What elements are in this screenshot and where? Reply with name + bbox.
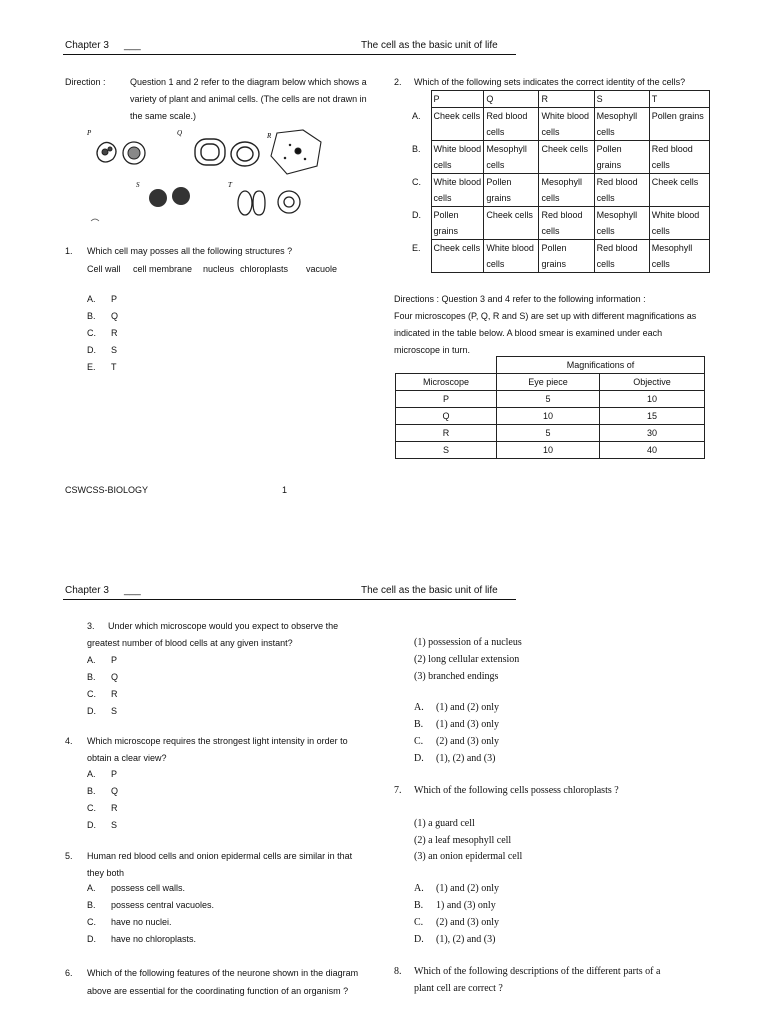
q8-text-1: Which of the following descriptions of the different parts of a [414,966,661,977]
q1-structure-vacuole: vacuole [306,264,338,274]
stray-mark [91,219,99,221]
q4-option-c[interactable]: C. R [87,803,118,813]
q4-number: 4. [65,736,73,746]
page2-header-blank: ___ [124,585,141,596]
q7-option-b[interactable]: B. 1) and (3) only [414,900,496,911]
table-row[interactable]: B. White blood cells Mesophyll cells Cheek cells Pollen grains Red blood cells [410,141,710,174]
q5-option-c[interactable]: C. have no nuclei. [87,917,172,927]
cell-r-cheek [271,130,321,174]
q3-option-d[interactable]: D. S [87,706,118,716]
q6-feature-3: (3) branched endings [414,671,499,682]
footer-school: CSWCSS-BIOLOGY [65,485,149,495]
table-row: Microscope Eye piece Objective [396,374,705,391]
q1-structure-chloroplasts: chloroplasts [240,264,289,274]
page2-header-title: The cell as the basic unit of life [361,585,498,596]
q6-option-d[interactable]: D. (1), (2) and (3) [414,753,496,764]
q6-text-2: above are essential for the coordinating function of an organism ? [87,986,349,996]
q3-text-1: Under which microscope would you expect to observe the [108,621,339,631]
q2-identity-table [410,90,710,273]
q8-text-2: plant cell are correct ? [414,983,503,994]
q6-feature-2: (2) long cellular extension [414,654,520,665]
cell-diagram [85,125,325,230]
q5-number: 5. [65,851,73,861]
directions34-line3: indicated in the table below. A blood smear is examined under each [394,328,663,338]
q5-option-b[interactable]: B. possess central vacuoles. [87,900,215,910]
page2-header-rule [63,599,516,600]
page1-header-chapter: Chapter 3 [65,40,109,51]
q5-text-2: they both [87,868,125,878]
table-row[interactable]: A. Cheek cells Red blood cells White blood cells Mesophyll cells Pollen grains [410,108,710,141]
q1-option-a[interactable]: A. P [87,294,118,304]
q3-text-2: greatest number of blood cells at any given instant? [87,638,293,648]
direction-text-3: the same scale.) [130,111,197,121]
q6-text-1: Which of the following features of the neurone shown in the diagram [87,968,359,978]
q4-text-1: Which microscope requires the strongest light intensity in order to [87,736,348,746]
q7-option-c[interactable]: C. (2) and (3) only [414,917,500,928]
q1-structure-cell-wall: Cell wall [87,264,121,274]
q6-option-b[interactable]: B. (1) and (3) only [414,719,500,730]
q5-option-d[interactable]: D. have no chloroplasts. [87,934,197,944]
q6-feature-1: (1) possession of a nucleus [414,637,522,648]
page1-header-title: The cell as the basic unit of life [361,40,498,51]
q1-text: Which cell may posses all the following structures ? [87,246,293,256]
q1-option-d[interactable]: D. S [87,345,118,355]
footer-page-number: 1 [282,485,288,495]
q6-option-c[interactable]: C. (2) and (3) only [414,736,500,747]
q5-text-1: Human red blood cells and onion epidermal cells are similar in that [87,851,353,861]
q7-option-d[interactable]: D. (1), (2) and (3) [414,934,496,945]
cell-label-r: R [267,132,272,140]
q1-option-c[interactable]: C. R [87,328,118,338]
cell-label-t: T [228,181,232,189]
q6-number: 6. [65,968,73,978]
q2-number: 2. [394,77,402,87]
table-row: R 5 30 [396,425,705,442]
table-row[interactable]: D. Pollen grains Cheek cells Red blood cells Mesophyll cells White blood cells [410,207,710,240]
q4-option-a[interactable]: A. P [87,769,118,779]
table-row: P Q R S T [410,91,710,108]
cell-label-s: S [136,181,140,189]
q7-text: Which of the following cells possess chloroplasts ? [414,785,619,796]
q7-feature-1: (1) a guard cell [414,818,475,829]
q6-option-a[interactable]: A. (1) and (2) only [414,702,500,713]
cell-p-white-blood [97,142,145,164]
q4-option-b[interactable]: B. Q [87,786,119,796]
table-row: Magnifications of [396,357,705,374]
directions34-line2: Four microscopes (P, Q, R and S) are set up with different magnifications as [394,311,697,321]
q1-option-b[interactable]: B. Q [87,311,119,321]
q3-option-c[interactable]: C. R [87,689,118,699]
q1-structure-nucleus: nucleus [203,264,235,274]
q1-number: 1. [65,246,73,256]
mag-corner [396,357,497,374]
page2-header-chapter: Chapter 3 [65,585,109,596]
direction-text-1: Question 1 and 2 refer to the diagram below which shows a [130,77,367,87]
direction-label: Direction : [65,77,106,87]
q1-structure-membrane: cell membrane [133,264,193,274]
table-row[interactable]: E. Cheek cells White blood cells Pollen grains Red blood cells Mesophyll cells [410,240,710,273]
magnification-table [395,356,705,459]
cell-s-pollen [149,187,190,207]
q4-text-2: obtain a clear view? [87,753,167,763]
table-row: P 5 10 [396,391,705,408]
cell-label-p: P [87,129,92,137]
directions34-line1: Directions : Question 3 and 4 refer to the following information : [394,294,646,304]
table-row: Q 10 15 [396,408,705,425]
q5-option-a[interactable]: A. possess cell walls. [87,883,186,893]
cell-q-red-blood [195,139,259,166]
q8-number: 8. [394,966,402,977]
cell-t-mesophyll [238,191,300,215]
q4-option-d[interactable]: D. S [87,820,118,830]
page1-header-rule [63,54,516,55]
q3-option-a[interactable]: A. P [87,655,118,665]
directions34-line4: microscope in turn. [394,345,471,355]
q7-number: 7. [394,785,402,796]
table-row: S 10 40 [396,442,705,459]
q3-option-b[interactable]: B. Q [87,672,119,682]
direction-text-2: variety of plant and animal cells. (The cells are not drawn in [130,94,367,104]
cell-label-q: Q [177,129,183,137]
q7-feature-3: (3) an onion epidermal cell [414,851,523,862]
q3-number: 3. [87,621,95,631]
q1-option-e[interactable]: E. T [87,362,117,372]
q7-option-a[interactable]: A. (1) and (2) only [414,883,500,894]
q2-text: Which of the following sets indicates the correct identity of the cells? [414,77,686,87]
table-row[interactable]: C. White blood cells Pollen grains Mesophyll cells Red blood cells Cheek cells [410,174,710,207]
page1-header-blank: ___ [124,40,141,51]
q7-feature-2: (2) a leaf mesophyll cell [414,835,512,846]
